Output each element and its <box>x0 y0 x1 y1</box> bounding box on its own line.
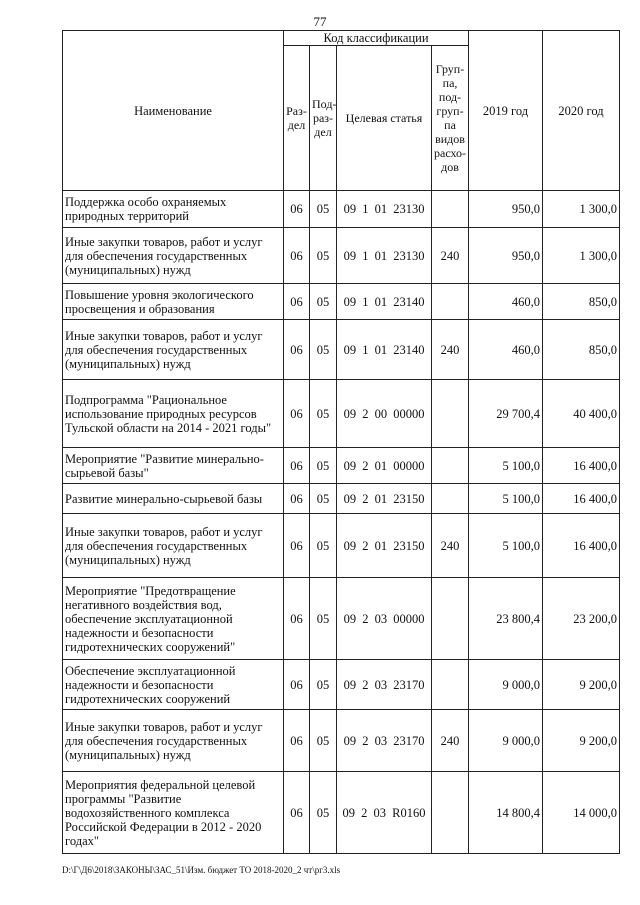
row-2019: 9 000,0 <box>469 710 543 772</box>
header-classification-code: Код классификации <box>284 31 469 46</box>
row-podrazdel: 05 <box>310 484 337 514</box>
row-name: Мероприятия федеральной целевой программы "Развитие водохозяйственного комплекса Российской Федерации в 2012 - 2020 годах" <box>63 772 284 854</box>
header-podrazdel-line: Под- <box>312 97 337 111</box>
table-row <box>63 660 620 710</box>
row-razdel: 06 <box>284 320 310 380</box>
page-number: 77 <box>313 14 327 29</box>
row-razdel: 06 <box>284 448 310 484</box>
header-name: Наименование <box>63 31 284 191</box>
row-2019: 460,0 <box>469 284 543 320</box>
row-razdel: 06 <box>284 772 310 854</box>
row-2019: 5 100,0 <box>469 484 543 514</box>
table-row <box>63 228 620 284</box>
header-razdel-line: дел <box>287 118 306 132</box>
row-2020: 23 200,0 <box>543 578 620 660</box>
row-target: 09 2 01 23150 <box>337 484 432 514</box>
row-group <box>432 284 469 320</box>
row-2020: 850,0 <box>543 320 620 380</box>
row-name: Повышение уровня экологического просвещения и образования <box>63 284 284 320</box>
row-razdel: 06 <box>284 484 310 514</box>
row-target: 09 2 03 23170 <box>337 710 432 772</box>
row-2019: 5 100,0 <box>469 448 543 484</box>
row-group <box>432 380 469 448</box>
table-row <box>63 448 620 484</box>
row-podrazdel: 05 <box>310 284 337 320</box>
header-group-line: груп- <box>436 104 464 118</box>
table-row <box>63 772 620 854</box>
row-razdel: 06 <box>284 191 310 228</box>
row-target: 09 2 01 23150 <box>337 514 432 578</box>
row-2019: 950,0 <box>469 228 543 284</box>
row-razdel: 06 <box>284 284 310 320</box>
row-name: Иные закупки товаров, работ и услуг для обеспечения государственных (муниципальных) нужд <box>63 320 284 380</box>
row-name: Мероприятие "Развитие минерально-сырьевой базы" <box>63 448 284 484</box>
header-group-line: под- <box>438 90 462 104</box>
row-target: 09 1 01 23140 <box>337 284 432 320</box>
file-path-footer: D:\Г\Д6\2018\ЗАКОНЫ\ЗАС_51\Изм. бюджет ТО 2018-2020_2 чт\рг3.xls <box>62 865 341 875</box>
row-razdel: 06 <box>284 578 310 660</box>
budget-table <box>62 30 620 854</box>
table-row <box>63 484 620 514</box>
header-group-line: расхо- <box>434 146 467 160</box>
header-podrazdel-line: дел <box>314 125 332 139</box>
row-name: Мероприятие "Предотвращение негативного воздействия вод, обеспечение эксплуатационной надежности и безопасности гидротехнических сооружений" <box>63 578 284 660</box>
row-podrazdel: 05 <box>310 228 337 284</box>
row-podrazdel: 05 <box>310 320 337 380</box>
row-2020: 40 400,0 <box>543 380 620 448</box>
row-podrazdel: 05 <box>310 660 337 710</box>
row-2019: 460,0 <box>469 320 543 380</box>
row-2020: 1 300,0 <box>543 191 620 228</box>
header-podrazdel <box>310 46 337 191</box>
header-group-line: Груп- <box>435 62 465 76</box>
row-2020: 9 200,0 <box>543 710 620 772</box>
row-group: 240 <box>432 320 469 380</box>
table-row <box>63 191 620 228</box>
row-name: Иные закупки товаров, работ и услуг для обеспечения государственных (муниципальных) нужд <box>63 514 284 578</box>
row-razdel: 06 <box>284 228 310 284</box>
table-row <box>63 710 620 772</box>
row-podrazdel: 05 <box>310 448 337 484</box>
header-group-line: видов <box>435 132 465 146</box>
row-podrazdel: 05 <box>310 772 337 854</box>
table-row <box>63 320 620 380</box>
row-podrazdel: 05 <box>310 191 337 228</box>
row-razdel: 06 <box>284 710 310 772</box>
row-name: Иные закупки товаров, работ и услуг для обеспечения государственных (муниципальных) нужд <box>63 710 284 772</box>
row-group <box>432 448 469 484</box>
row-2019: 9 000,0 <box>469 660 543 710</box>
row-2019: 29 700,4 <box>469 380 543 448</box>
table-row <box>63 284 620 320</box>
header-razdel-line: Раз- <box>286 104 307 118</box>
row-group: 240 <box>432 514 469 578</box>
row-name: Подпрограмма "Рациональное использование природных ресурсов Тульской области на 2014 - 2021 годы" <box>63 380 284 448</box>
header-expense-group <box>432 46 469 191</box>
row-podrazdel: 05 <box>310 710 337 772</box>
row-razdel: 06 <box>284 514 310 578</box>
row-target: 09 2 03 00000 <box>337 578 432 660</box>
row-target: 09 1 01 23130 <box>337 228 432 284</box>
row-target: 09 2 03 23170 <box>337 660 432 710</box>
header-razdel <box>284 46 310 191</box>
row-podrazdel: 05 <box>310 514 337 578</box>
table-row <box>63 578 620 660</box>
row-name: Иные закупки товаров, работ и услуг для обеспечения государственных (муниципальных) нужд <box>63 228 284 284</box>
header-group-line: па <box>444 118 456 132</box>
row-group <box>432 772 469 854</box>
row-group <box>432 578 469 660</box>
row-group <box>432 660 469 710</box>
row-2020: 850,0 <box>543 284 620 320</box>
row-2019: 14 800,4 <box>469 772 543 854</box>
row-2020: 14 000,0 <box>543 772 620 854</box>
row-razdel: 06 <box>284 660 310 710</box>
header-target-article: Целевая статья <box>337 46 432 191</box>
row-2020: 16 400,0 <box>543 514 620 578</box>
header-year-2020: 2020 год <box>543 31 620 191</box>
header-year-2019: 2019 год <box>469 31 543 191</box>
row-podrazdel: 05 <box>310 578 337 660</box>
row-2019: 950,0 <box>469 191 543 228</box>
row-target: 09 2 00 00000 <box>337 380 432 448</box>
row-target: 09 2 01 00000 <box>337 448 432 484</box>
row-2020: 9 200,0 <box>543 660 620 710</box>
row-2019: 5 100,0 <box>469 514 543 578</box>
row-2020: 16 400,0 <box>543 484 620 514</box>
row-2019: 23 800,4 <box>469 578 543 660</box>
row-razdel: 06 <box>284 380 310 448</box>
row-name: Обеспечение эксплуатационной надежности и безопасности гидротехнических сооружений <box>63 660 284 710</box>
table-row <box>63 514 620 578</box>
row-name: Развитие минерально-сырьевой базы <box>63 484 284 514</box>
row-name: Поддержка особо охраняемых природных территорий <box>63 191 284 228</box>
table-row <box>63 380 620 448</box>
row-target: 09 1 01 23140 <box>337 320 432 380</box>
row-group <box>432 191 469 228</box>
row-group <box>432 484 469 514</box>
row-target: 09 1 01 23130 <box>337 191 432 228</box>
row-target: 09 2 03 R0160 <box>337 772 432 854</box>
row-2020: 16 400,0 <box>543 448 620 484</box>
header-group-line: дов <box>441 160 459 174</box>
row-2020: 1 300,0 <box>543 228 620 284</box>
row-group: 240 <box>432 228 469 284</box>
row-podrazdel: 05 <box>310 380 337 448</box>
header-group-line: па, <box>442 76 458 90</box>
row-group: 240 <box>432 710 469 772</box>
header-podrazdel-line: раз- <box>312 111 334 125</box>
